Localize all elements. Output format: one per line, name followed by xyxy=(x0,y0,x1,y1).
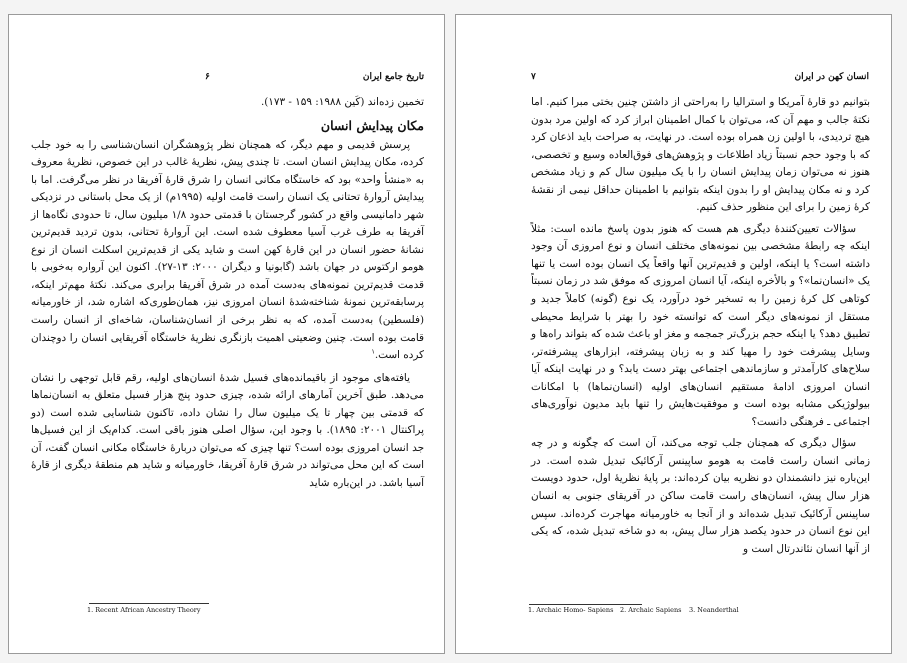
page-body xyxy=(531,94,870,558)
page-number: ۷ xyxy=(531,72,536,82)
paragraph: سؤالات تعیین‌کنندهٔ دیگری هم هست که هنوز بدون پاسخ مانده است: مثلاً اینکه چه رابطهٔ مشخصی بین نمونه‌های مختلف انسان و نوع امروزی آن وجود داشته است؟ یا اینکه، اولین و قدیم‌ترین آنها واقعاً یک انسان بوده است یا تنها یک «انسان‌نما»؟ و بالأخره اینکه، آیا انسان امروزی که موفق شد در زمان نسبتاً کوتاهی کل کرهٔ زمین را به تسخیر خود درآورد، یک نوع (گونه) کاملاً جدید و مستقل از نمونه‌های دیگر است که توانسته خود را بهتر با شرایط محیطی تطبیق دهد؟ یا اینکه حجم بزرگ‌تر جمجمه و مغز او باعث شده که بتواند راه‌ها و وسایل پیشرفت خود را مهیا کند و به زبان پیشرفته، ابزارهای پیشرفته‌تر، سلاح‌های کارآمدتر و سازماندهی اجتماعی بهتر دست یابد؟ و در نهایت اینکه آیا انسان امروزی ادامهٔ مستقیم انسان‌های اولیه (انسان‌نماها) با امکانات بیولوژیکی مشابه بوده است و موفقیت‌هایش را تنها باید مدیون نوآوری‌های اجتماعی ـ فرهنگی دانست؟ xyxy=(531,222,870,428)
right-page xyxy=(455,14,892,654)
page-number: ۶ xyxy=(205,72,210,82)
footnote: 2. Archaic Sapiens xyxy=(620,606,682,614)
footnote-ref: ۱ xyxy=(371,347,375,356)
paragraph: سؤال دیگری که همچنان جلب توجه می‌کند، آن است که چگونه و در چه زمانی انسان راست قامت به هومو ساپینس آرکائیک تبدیل شده است. در این‌باره نیز دانشمندان دو نظریه بیان کرده‌اند: بر پایهٔ نظریهٔ اول، حدود دویست هزار سال پیش، انسان‌های راست قامت ساکن در آفریقای جنوبی به انسان ساپینس آرکائیک تبدیل شده‌اند و از آنجا به خاورمیانه مهاجرت کرده‌اند. سپس این نوع انسان در حدود یکصد هزار سال پیش، به دو شاخه تبدیل شده، که یکی از آنها انسان نئاندرتال است و xyxy=(531,437,870,555)
footnote-divider xyxy=(529,604,642,605)
left-page xyxy=(8,14,445,654)
footnote: 1. Recent African Ancestry Theory xyxy=(87,606,201,614)
paragraph: پرسش قدیمی و مهم دیگر، که همچنان نظر پژوهشگران انسان‌شناسی را به خود جلب کرده، مکان پیدایش انسان است. تا چندی پیش، نظریهٔ غالب در این خصوص، نظریهٔ معروف به «منشأ واحد» بود که خاستگاه مکانی انسان را شرق قارهٔ آفریقا در نظر می‌گرفت. اما با پیدایش آروارهٔ تحتانی یک انسان راست قامت اولیه (۱۹۹۵م) از یک محل باستانی در نزدیکی شهر دامانیسی واقع در کشور گرجستان با قدمتی حدود ۱/۸ میلیون سال، تا حدودی نگاه‌ها از آفریقا به طرف غرب آسیا معطوف شده است. این آروارهٔ تحتانی، بدون تردید قدیم‌ترین نشانهٔ حضور انسان در این قارهٔ کهن است و شاید یکی از قدیم‌ترین اسکلت انسان از نوع هومو ارکتوس در جهان باشد (گابونیا و دیگران ۲۰۰۰: ۱۳-۲۷). اکنون این آرواره به‌خوبی با قدمت قدیم‌ترین نمونه‌های به‌دست آمده در شرق آفریقا برابری می‌کند. نکتهٔ مهم‌تر اینکه، پرسابقه‌ترین نمونهٔ شناخته‌شدهٔ انسان امروزی نیز، همان‌طوری‌که اشاره شد، از خاورمیانه (فلسطین) به‌دست آمده، که به نظر برخی از انسان‌شناسان، شاخه‌ای از انسان راست قامت بوده است. چنین وضعیتی اهمیت بازنگری نظریهٔ خاستگاه آفریقایی انسان را دوچندان کرده است.$^۱$ xyxy=(31,138,424,362)
footnote-divider xyxy=(89,603,209,604)
footnote: 1. Archaic Homo- Sapiens xyxy=(528,606,614,614)
running-header-title: انسان کهن در ایران xyxy=(794,72,869,82)
section-heading: مکان پیدایش انسان xyxy=(320,117,424,133)
running-header-title: تاریخ جامع ایران xyxy=(362,72,424,82)
footnote: 3. Neanderthal xyxy=(689,606,739,614)
page-body xyxy=(31,94,424,492)
paragraph: تخمین زده‌اند (کَین ۱۹۸۸: ۱۵۹ - ۱۷۳). xyxy=(260,96,424,108)
paragraph: یافته‌های موجود از باقیمانده‌های فسیل شدهٔ انسان‌های اولیه، رقم قابل توجهی را نشان می‌دهد. طبق آخرین آمارهای ارائه شده، چیزی حدود پنج هزار فسیل متعلق به انسان‌نماها که قدمتی بین چهار تا یک میلیون سال را نشان داده، تاکنون شناسایی شده است (دو پراکنتال ۲۰۰۱: ۱۸۹۵). با وجود این، سؤال اصلی هنوز باقی است. کدام‌یک از این فسیل‌ها جد انسان امروزی بوده است؟ تنها چیزی که می‌توان دربارهٔ خاستگاه مکانی انسان گفت، آن است که این محل می‌تواند در شرق قارهٔ آفریقا، خاورمیانه و شاید هم منطقهٔ دیگری از قارهٔ آسیا باشد. در این‌باره شاید xyxy=(31,371,424,489)
paragraph: بتوانیم دو قارهٔ آمریکا و استرالیا را به‌راحتی از داشتن چنین بختی مبرا کنیم. اما نکتهٔ جالب و مهم آن که، می‌توان با کمال اطمینان ابراز کرد که اولین مرد بدون هیچ تردیدی، با اولین زن همراه بوده است. در نهایت، به صراحت باید اذعان کرد که با وجود حجم نسبتاً زیاد اطلاعات و پژوهش‌های فوق‌العاده وسیع و تخصصی، هنوز نه می‌توان زمان پیدایش انسان را با یک میلیون سال کم و زیاد مشخص کرد و نه مکان پیدایش او را بدون اینکه بتوانیم با اطمینان حداقل نیمی از نقشهٔ کرهٔ زمین را برای این منظور حذف کنیم. xyxy=(531,96,870,214)
